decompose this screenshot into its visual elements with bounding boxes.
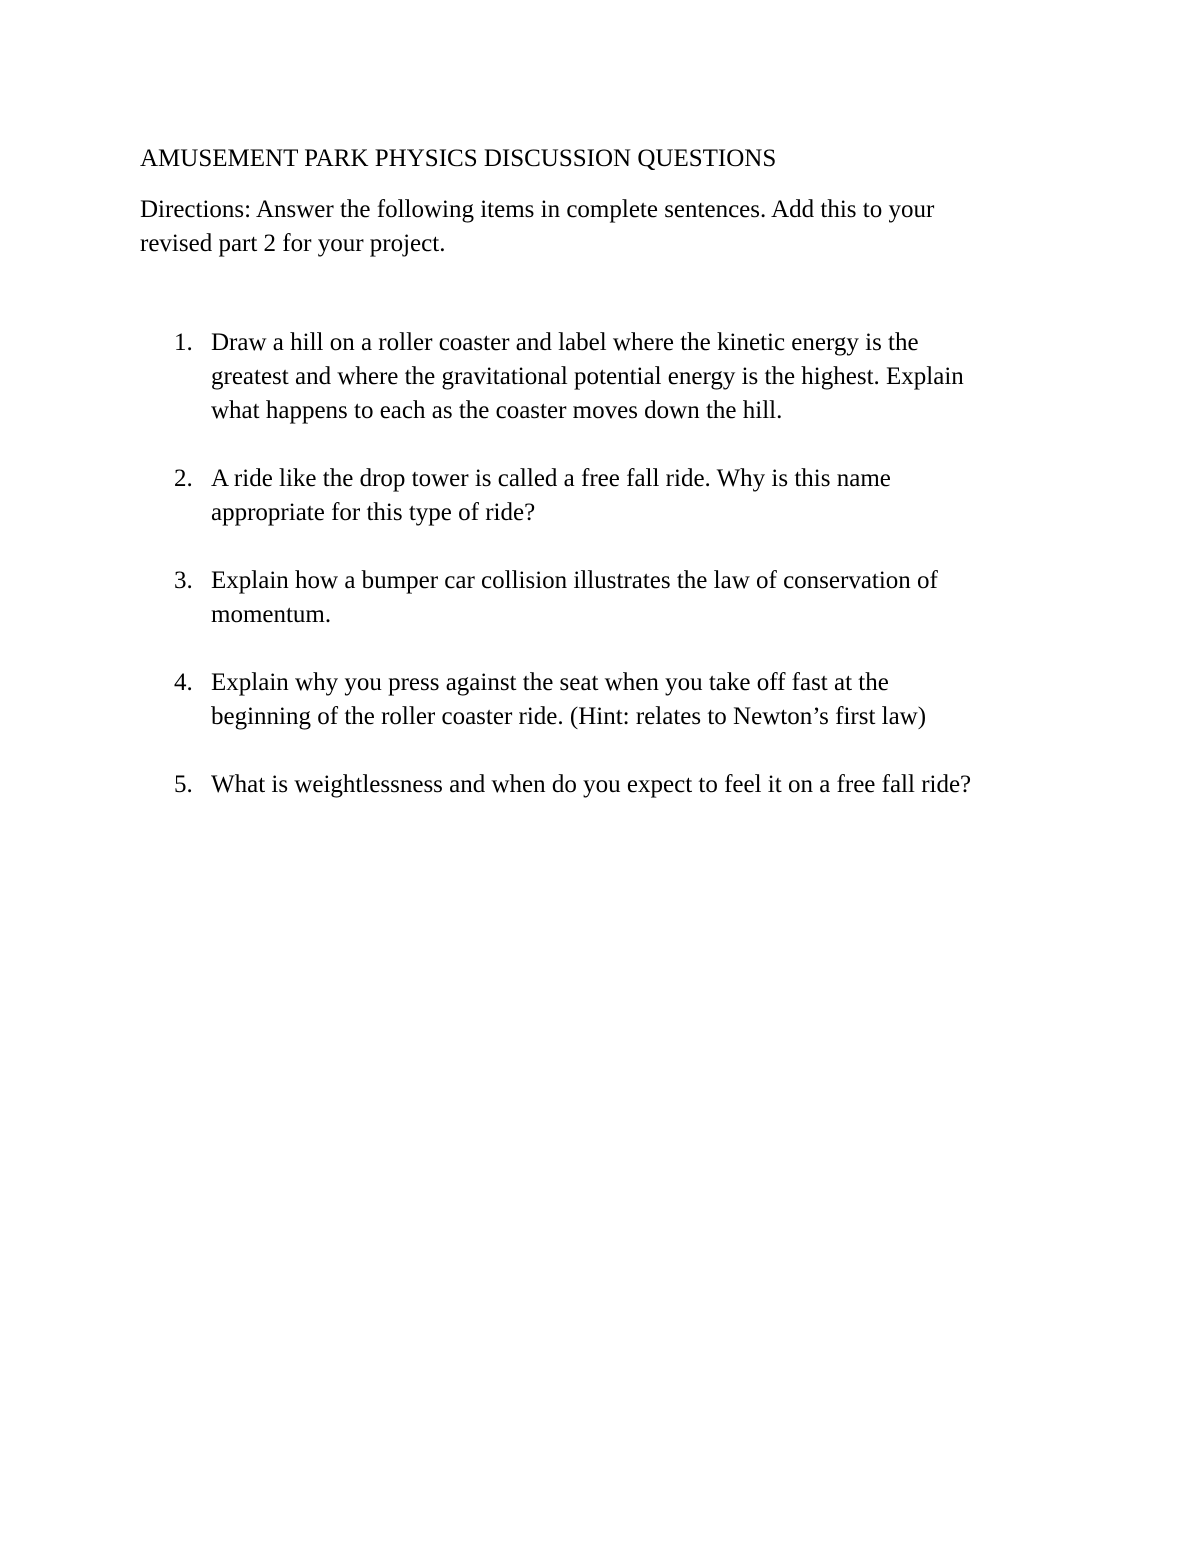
question-item-5 — [140, 768, 1060, 802]
question-item-2 — [140, 462, 1060, 530]
question-text-line: beginning of the roller coaster ride. (Hint: relates to Newton’s first law) — [211, 703, 927, 730]
question-number: 2. — [174, 465, 193, 492]
question-text-line: momentum. — [211, 601, 332, 628]
question-text-line: greatest and where the gravitational potential energy is the highest. Explain — [211, 363, 964, 390]
question-list — [140, 326, 1060, 836]
directions-paragraph — [140, 193, 1040, 261]
question-item-1 — [140, 326, 1060, 428]
question-text-line: what happens to each as the coaster moves down the hill. — [211, 397, 783, 424]
question-text-line: Explain how a bumper car collision illustrates the law of conservation of — [211, 567, 938, 594]
directions-line: revised part 2 for your project. — [140, 230, 446, 257]
question-number: 5. — [174, 771, 193, 798]
question-text-line: appropriate for this type of ride? — [211, 499, 536, 526]
question-number: 3. — [174, 567, 193, 594]
page-title: AMUSEMENT PARK PHYSICS DISCUSSION QUESTIONS — [140, 145, 777, 172]
question-item-3 — [140, 564, 1060, 632]
question-item-4 — [140, 666, 1060, 734]
question-text-line: What is weightlessness and when do you expect to feel it on a free fall ride? — [211, 771, 972, 798]
directions-line: Directions: Answer the following items in complete sentences. Add this to your — [140, 196, 935, 223]
question-number: 4. — [174, 669, 193, 696]
question-text-line: Draw a hill on a roller coaster and label where the kinetic energy is the — [211, 329, 919, 356]
question-number: 1. — [174, 329, 193, 356]
question-text-line: A ride like the drop tower is called a free fall ride. Why is this name — [211, 465, 891, 492]
question-text-line: Explain why you press against the seat when you take off fast at the — [211, 669, 889, 696]
